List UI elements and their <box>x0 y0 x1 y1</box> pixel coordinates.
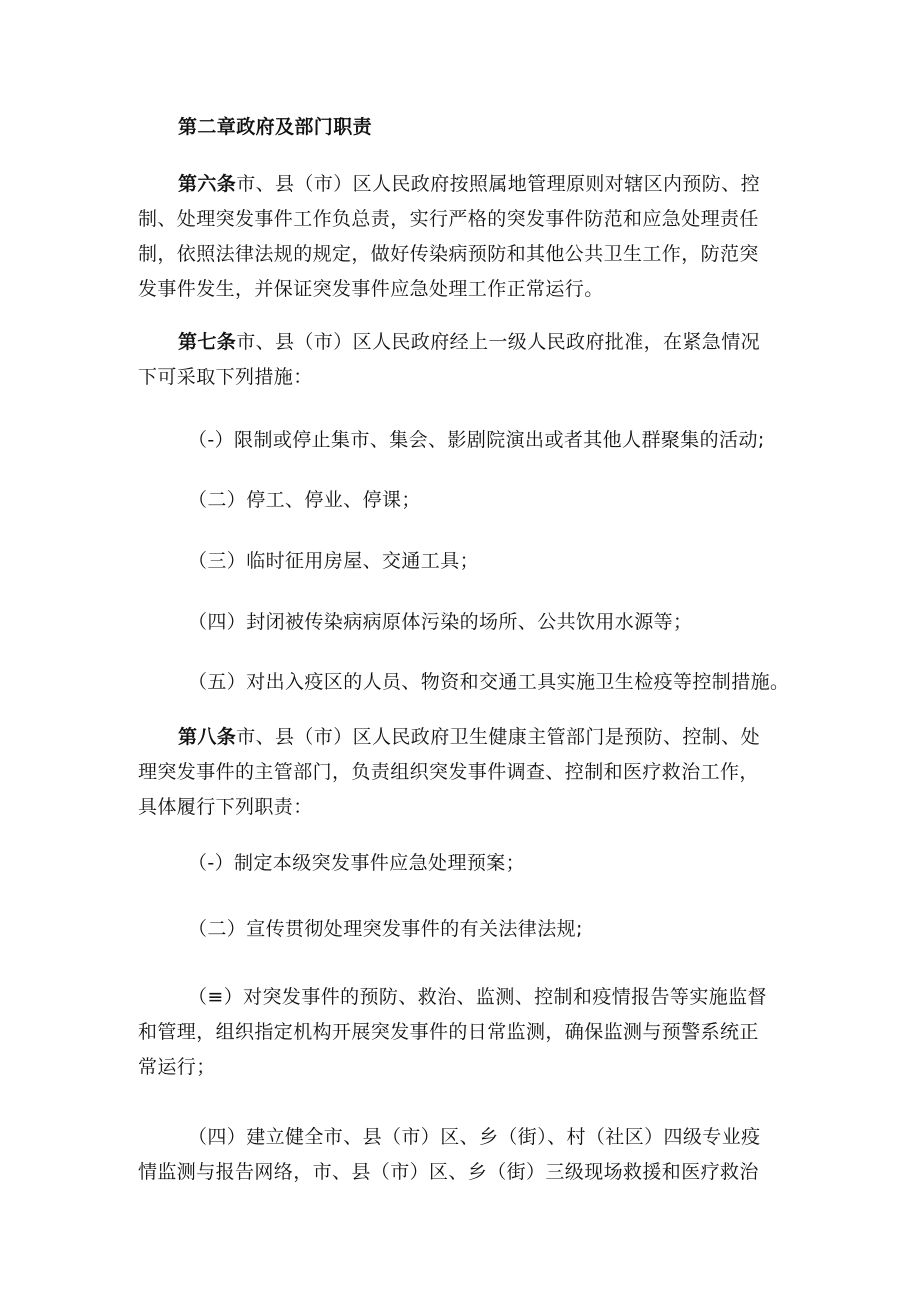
article-8-item-3 <box>138 980 798 1085</box>
article-8-item-3-line-1: （≡）对突发事件的预防、救治、监测、控制和疫情报告等实施监督 <box>188 986 767 1008</box>
article-7-line-2: 下可采取下列措施： <box>138 366 313 388</box>
article-6-line-4: 发事件发生，并保证突发事件应急处理工作正常运行。 <box>138 278 604 300</box>
article-8 <box>138 720 798 825</box>
article-8-line-2: 理突发事件的主管部门，负责组织突发事件调查、控制和医疗救治工作， <box>138 761 759 783</box>
article-8-item-3-line-2: 和管理，组织指定机构开展突发事件的日常监测，确保监测与预警系统正 <box>138 1021 759 1043</box>
article-8-line-3: 具体履行下列职责： <box>138 796 313 818</box>
article-8-item-4 <box>138 1120 798 1190</box>
article-8-line-1 <box>138 720 798 755</box>
article-6-line-1 <box>138 167 798 202</box>
article-7-item-1: （-）限制或停止集市、集会、影剧院演出或者其他人群聚集的活动; <box>188 429 765 451</box>
article-6-line-3: 制，依照法律法规的规定，做好传染病预防和其他公共卫生工作，防范突 <box>138 243 759 265</box>
article-8-text-1: 市、县（市）区人民政府卫生健康主管部门是预防、控制、处 <box>236 726 761 748</box>
chapter-title: 第二章政府及部门职责 <box>178 116 373 138</box>
article-8-item-3-line-3: 常运行； <box>138 1056 216 1078</box>
article-7 <box>138 325 798 395</box>
article-7-item-2: （二）停工、停业、停课； <box>188 489 421 511</box>
article-8-item-4-line-1: （四）建立健全市、县（市）区、乡（街）、村（社区）四级专业疫 <box>188 1126 761 1148</box>
article-7-text-1: 市、县（市）区人民政府经上一级人民政府批准，在紧急情况 <box>236 331 761 353</box>
article-8-label: 第八条 <box>178 726 237 748</box>
article-8-item-4-line-2: 情监测与报告网络，市、县（市）区、乡（街）三级现场救援和医疗救治 <box>138 1161 759 1183</box>
article-7-item-3: （三）临时征用房屋、交通工具； <box>188 550 480 572</box>
article-7-label: 第七条 <box>178 331 237 353</box>
article-7-line-1 <box>138 325 798 360</box>
article-6 <box>138 167 798 307</box>
article-8-item-1: （-）制定本级突发事件应急处理预案； <box>188 852 526 874</box>
article-6-label: 第六条 <box>178 173 237 195</box>
article-6-text-1: 市、县（市）区人民政府按照属地管理原则对辖区内预防、控 <box>236 173 761 195</box>
article-6-line-2: 制、处理突发事件工作负总责，实行严格的突发事件防范和应急处理责任 <box>138 208 759 230</box>
article-7-item-4: （四）封闭被传染病病原体污染的场所、公共饮用水源等； <box>188 611 693 633</box>
article-7-item-5: （五）对出入疫区的人员、物资和交通工具实施卫生检疫等控制措施。 <box>188 671 790 693</box>
article-8-item-2: （二）宣传贯彻处理突发事件的有关法律法规; <box>188 918 583 940</box>
